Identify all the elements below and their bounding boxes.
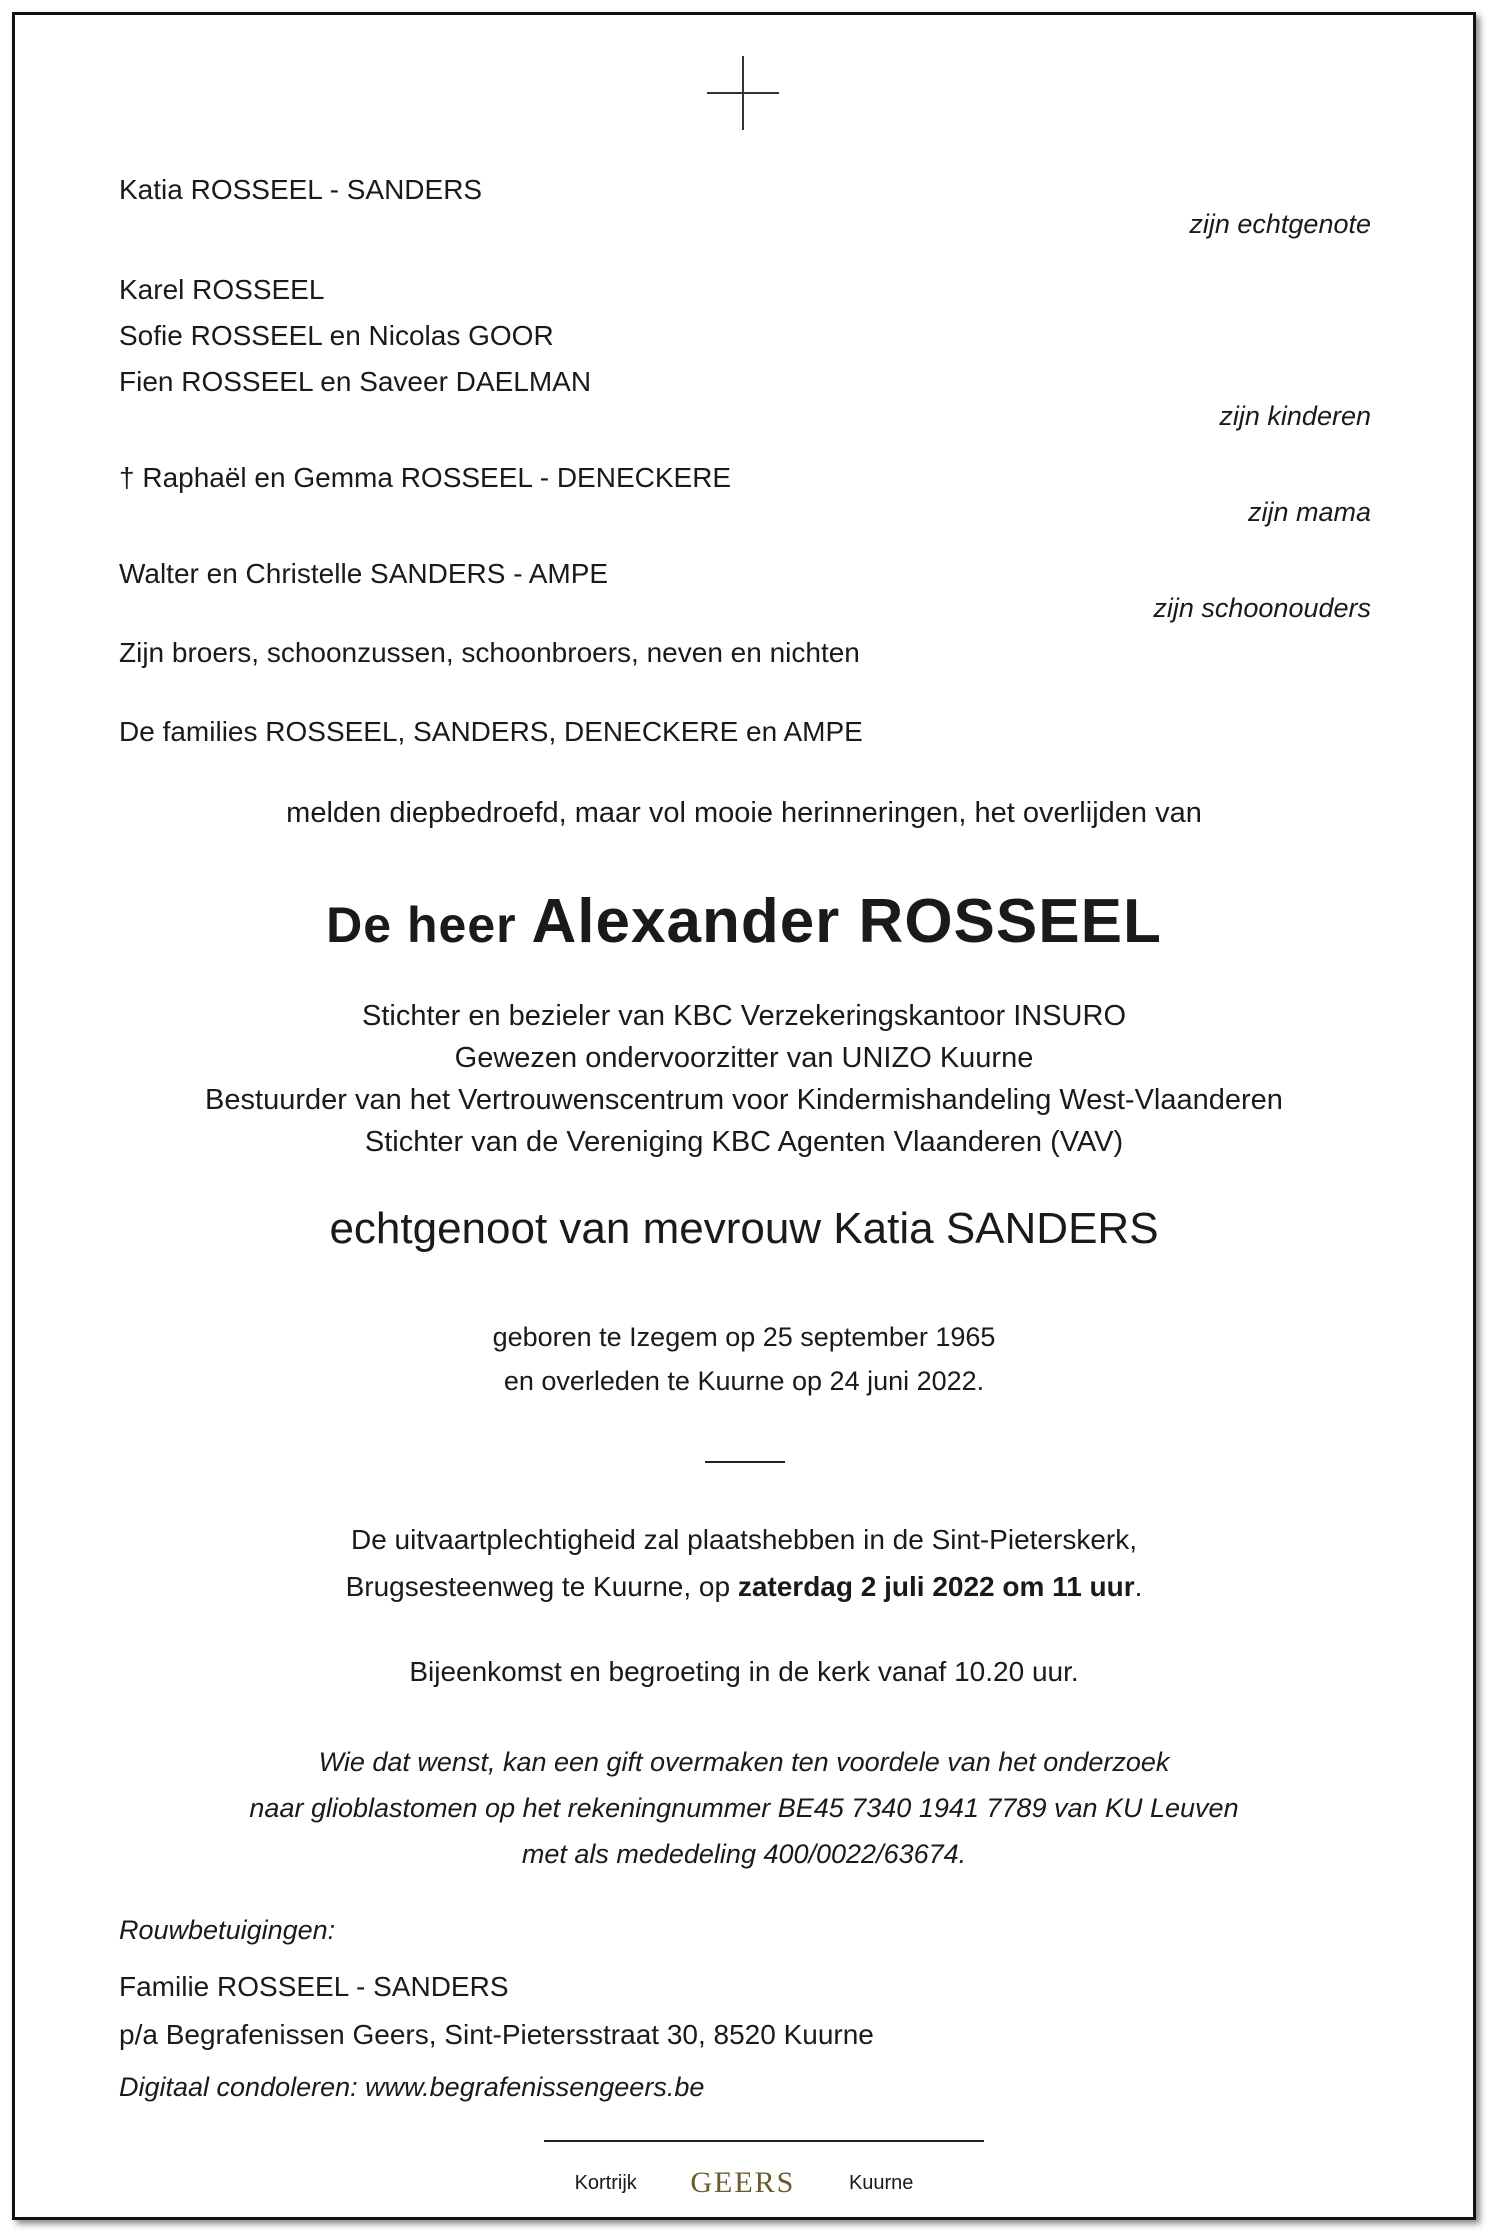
child-3: Fien ROSSEEL en Saveer DAELMAN	[119, 366, 592, 397]
footer	[0, 2166, 1488, 2200]
announcement: melden diepbedroefd, maar vol mooie herinneringen, het overlijden van	[286, 797, 1202, 829]
role-4: Stichter van de Vereniging KBC Agenten Vlaanderen (VAV)	[364, 1126, 1124, 1158]
parents-relation: zijn mama	[1247, 497, 1371, 527]
condolences-online: Digitaal condoleren: www.begrafenissengeers.be	[119, 2072, 705, 2102]
deceased-prefix: De heer	[326, 897, 517, 953]
funeral-line-1: De uitvaartplechtigheid zal plaatshebben in de Sint-Pieterskerk,	[350, 1524, 1137, 1555]
funeral-line-2	[0, 1571, 1488, 1603]
death-line: en overleden te Kuurne op 24 juni 2022.	[503, 1366, 985, 1396]
deceased-title	[0, 886, 1488, 957]
deceased-name: Alexander ROSSEEL	[531, 887, 1162, 956]
spouse-name: Katia ROSSEEL - SANDERS	[119, 174, 483, 205]
funeral-home-logo: GEERS	[690, 2166, 796, 2199]
role-2: Gewezen ondervoorzitter van UNIZO Kuurne	[454, 1042, 1034, 1074]
donation-line-3: met als mededeling 400/0022/63674.	[521, 1839, 967, 1869]
condolences-address: p/a Begrafenissen Geers, Sint-Pietersstraat 30, 8520 Kuurne	[119, 2019, 874, 2050]
footer-left: Kortrijk	[574, 2171, 637, 2194]
birth-line: geboren te Izegem op 25 september 1965	[492, 1322, 996, 1352]
siblings-line: Zijn broers, schoonzussen, schoonbroers, neven en nichten	[119, 637, 860, 668]
condolences-heading: Rouwbetuigingen:	[119, 1915, 336, 1945]
in-laws-name: Walter en Christelle SANDERS - AMPE	[119, 558, 609, 589]
role-3: Bestuurder van het Vertrouwenscentrum voor Kindermishandeling West-Vlaanderen	[205, 1084, 1283, 1116]
condolences-family: Familie ROSSEEL - SANDERS	[119, 1971, 509, 2002]
children-relation: zijn kinderen	[1219, 401, 1371, 431]
spouse-line: echtgenoot van mevrouw Katia SANDERS	[329, 1204, 1159, 1253]
gathering-line: Bijeenkomst en begroeting in de kerk vanaf 10.20 uur.	[409, 1656, 1079, 1687]
donation-line-1: Wie dat wenst, kan een gift overmaken ten voordele van het onderzoek	[318, 1747, 1170, 1777]
funeral-line-2-suffix: .	[1134, 1571, 1143, 1602]
child-1: Karel ROSSEEL	[119, 274, 325, 305]
funeral-line-2-prefix: Brugsesteenweg te Kuurne, op	[345, 1571, 738, 1602]
divider-long	[544, 2140, 984, 2142]
spouse-relation: zijn echtgenote	[1189, 209, 1371, 239]
in-laws-relation: zijn schoonouders	[1153, 593, 1371, 623]
parents-name: † Raphaël en Gemma ROSSEEL - DENECKERE	[119, 462, 732, 493]
child-2: Sofie ROSSEEL en Nicolas GOOR	[119, 320, 554, 351]
divider-short	[705, 1461, 785, 1463]
families-line: De families ROSSEEL, SANDERS, DENECKERE en AMPE	[119, 716, 863, 747]
footer-right: Kuurne	[848, 2171, 914, 2194]
funeral-date: zaterdag 2 juli 2022 om 11 uur	[737, 1571, 1135, 1602]
role-1: Stichter en bezieler van KBC Verzekeringskantoor INSURO	[361, 1000, 1126, 1032]
donation-line-2: naar glioblastomen op het rekeningnummer BE45 7340 1941 7789 van KU Leuven	[249, 1793, 1239, 1823]
